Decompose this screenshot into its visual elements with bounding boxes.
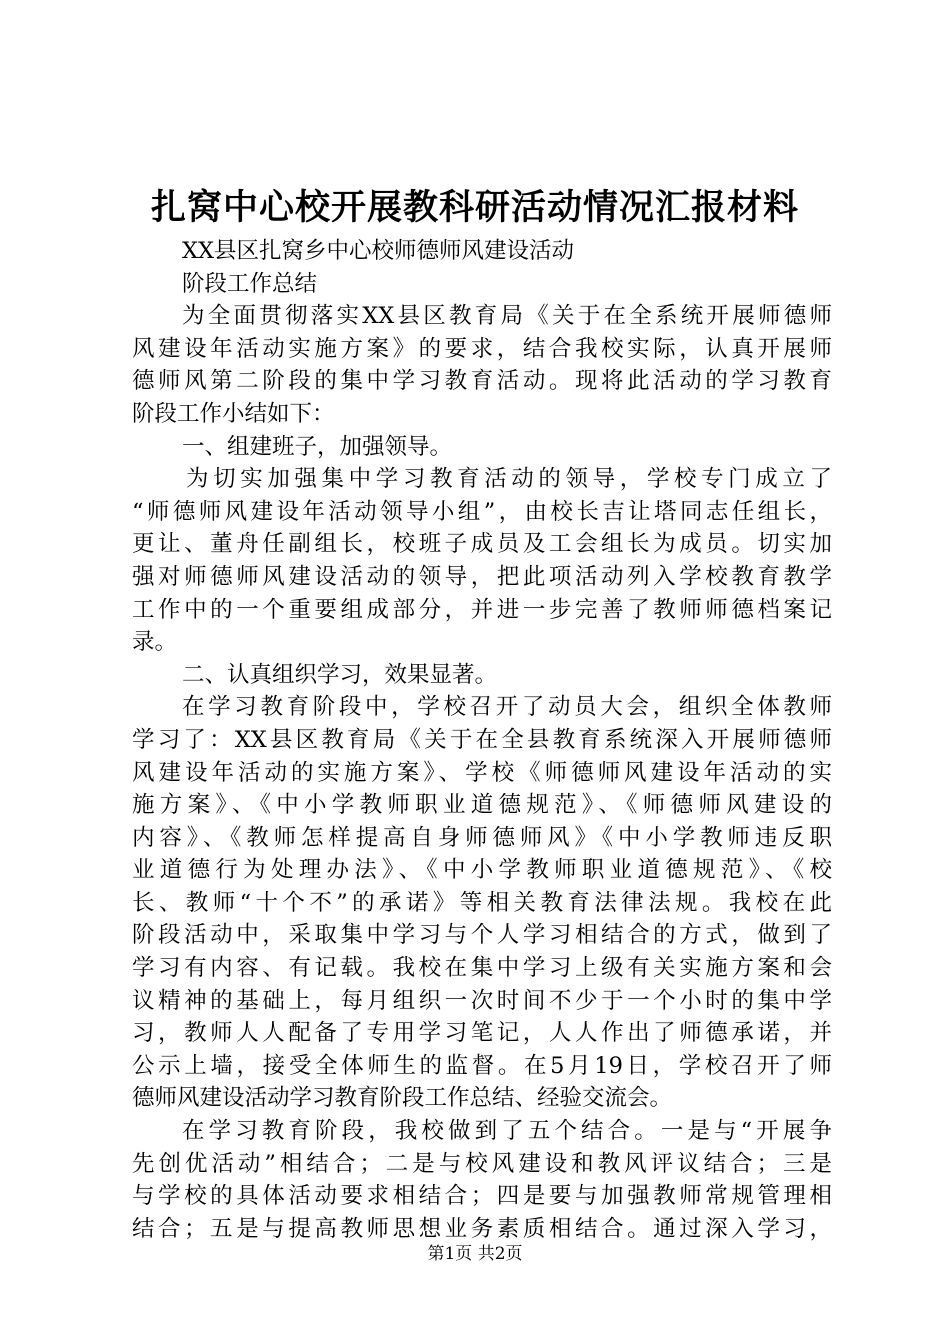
text-line: 学习了：XX县区教育局《关于在全县教育系统深入开展师德师 <box>132 726 832 753</box>
text-line: 业道德行为处理办法》、《中小学教师职业道德规范》、《校 <box>132 857 832 884</box>
text-line: 工作中的一个重要组成部分，并进一步完善了教师师德档案记 <box>132 596 832 623</box>
section-heading-2: 二、认真组织学习，效果显著。 <box>182 661 498 688</box>
text-line: 风建设年活动实施方案》的要求，结合我校实际，认真开展师 <box>132 335 832 362</box>
subtitle-line-2: 阶段工作总结 <box>182 270 318 297</box>
text-line: 习，教师人人配备了专用学习笔记，人人作出了师德承诺，并 <box>132 1020 832 1047</box>
text-line: 先创优活动”相结合；二是与校风建设和教风评议结合；三是 <box>132 1150 832 1177</box>
text-line: 议精神的基础上，每月组织一次时间不少于一个小时的集中学 <box>132 987 832 1014</box>
text-line: 结合；五是与提高教师思想业务素质相结合。通过深入学习， <box>132 1215 832 1242</box>
text-line: 阶段活动中，采取集中学习与个人学习相结合的方式，做到了 <box>132 922 832 949</box>
section-heading-1: 一、组建班子，加强领导。 <box>182 433 453 460</box>
text-line: 更让、董舟任副组长，校班子成员及工会组长为成员。切实加 <box>132 531 832 558</box>
document-body <box>132 235 832 1245</box>
page-number: 第1页 共2页 <box>427 1244 523 1264</box>
text-line: 施方案》、《中小学教师职业道德规范》、《师德师风建设的 <box>132 792 832 819</box>
text-line: 在学习教育阶段中，学校召开了动员大会，组织全体教师 <box>182 694 832 721</box>
text-line: 强对师德师风建设活动的领导，把此项活动列入学校教育教学 <box>132 563 832 590</box>
text-line: 长、教师“十个不”的承诺》等相关教育法律法规。我校在此 <box>132 889 832 916</box>
text-line: 阶段工作小结如下： <box>132 400 335 427</box>
text-line: 风建设年活动的实施方案》、学校《师德师风建设年活动的实 <box>132 759 832 786</box>
text-line: 在学习教育阶段，我校做到了五个结合。一是与“开展争 <box>182 1118 832 1145</box>
text-line: 学习有内容、有记载。我校在集中学习上级有关实施方案和会 <box>132 955 832 982</box>
text-line: 内容》、《教师怎样提高自身师德师风》《中小学教师违反职 <box>132 824 832 851</box>
text-line: 为切实加强集中学习教育活动的领导，学校专门成立了 <box>186 466 832 493</box>
text-line: “师德师风建设年活动领导小组”，由校长吉让塔同志任组长， <box>132 498 832 525</box>
text-line: 为全面贯彻落实XX县区教育局《关于在全系统开展师德师 <box>182 303 832 330</box>
text-line: 与学校的具体活动要求相结合；四是要与加强教师常规管理相 <box>132 1183 832 1210</box>
text-line: 德师风第二阶段的集中学习教育活动。现将此活动的学习教育 <box>132 368 832 395</box>
text-line: 德师风建设活动学习教育阶段工作总结、经验交流会。 <box>132 1085 673 1112</box>
text-line: 录。 <box>132 629 178 656</box>
document-title: 扎窝中心校开展教科研活动情况汇报材料 <box>150 188 799 228</box>
text-line: 公示上墙，接受全体师生的监督。在5月19日，学校召开了师 <box>132 1052 832 1079</box>
subtitle-line-1: XX县区扎窝乡中心校师德师风建设活动 <box>182 238 575 264</box>
